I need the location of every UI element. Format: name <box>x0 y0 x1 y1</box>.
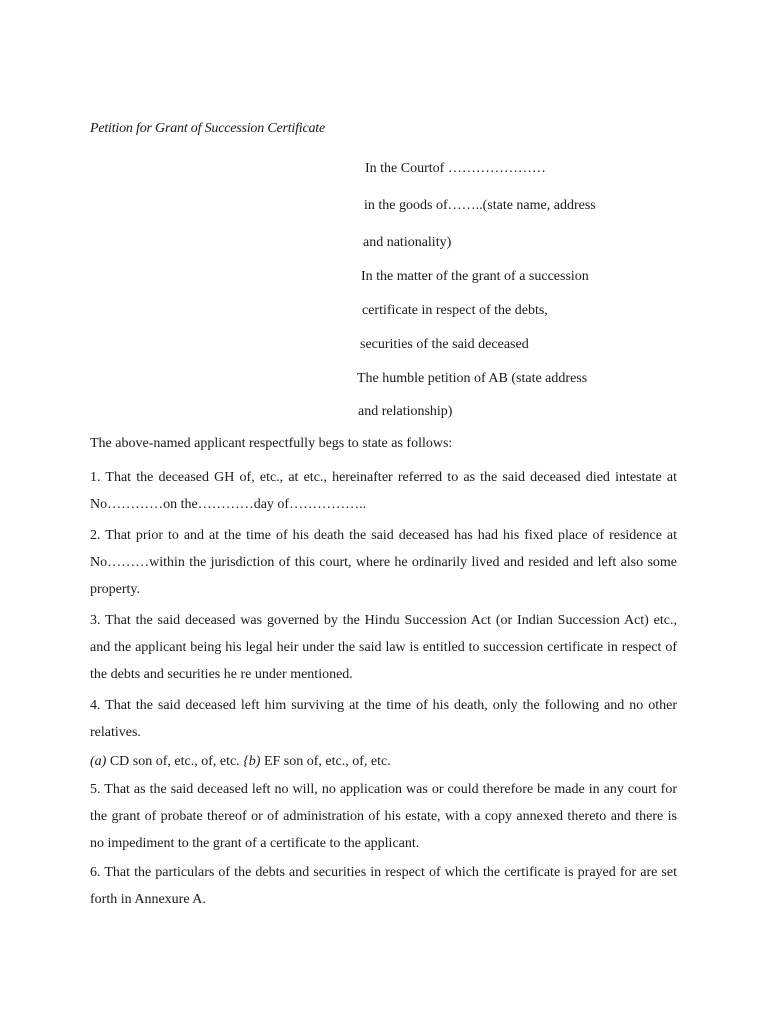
matter-line: In the matter of the grant of a succession <box>361 269 589 284</box>
paragraph-1: 1. That the deceased GH of, etc., at etc., hereinafter referred to as the said deceased died intestate at No…………on the…………day of…………….. <box>90 470 677 512</box>
document-title: Petition for Grant of Succession Certificate <box>90 121 326 136</box>
paragraph-4: 4. That the said deceased left him surviving at the time of his death, only the following and no other relatives. <box>90 698 677 740</box>
certificate-line: certificate in respect of the debts, <box>362 303 548 318</box>
petition-line: The humble petition of AB (state address <box>357 371 588 386</box>
relative-a-text: CD son of, etc., of, etc. <box>106 754 244 769</box>
goods-line: in the goods of……..(state name, address <box>364 198 596 213</box>
relative-a-marker: (a) <box>90 754 107 769</box>
relatives-line <box>90 748 677 775</box>
paragraph-3: 3. That the said deceased was governed by the Hindu Succession Act (or Indian Succession Act) etc., and the applicant being his legal heir under the said law is entitled to succession certificate in respect of the debts and securities he re under mentioned. <box>90 613 677 682</box>
paragraph-5: 5. That as the said deceased left no will, no application was or could therefore be made in any court for the grant of probate thereof or of administration of his estate, with a copy annexed thereto and there is no impediment to the grant of a certificate to the applicant. <box>90 782 677 851</box>
nationality-line: and nationality) <box>363 235 452 250</box>
relative-b-marker: {b) <box>243 754 261 769</box>
intro-text: The above-named applicant respectfully begs to state as follows: <box>90 436 453 451</box>
relative-b-text: EF son of, etc., of, etc. <box>260 754 391 769</box>
paragraph-2: 2. That prior to and at the time of his death the said deceased has had his fixed place of residence at No………within the jurisdiction of this court, where he ordinarily lived and resided and left also some property. <box>90 528 677 597</box>
relationship-line: and relationship) <box>358 404 453 419</box>
court-line: In the Courtof ………………… <box>365 161 546 176</box>
paragraph-6: 6. That the particulars of the debts and securities in respect of which the certificate is prayed for are set forth in Annexure A. <box>90 865 677 907</box>
securities-line: securities of the said deceased <box>360 337 529 352</box>
